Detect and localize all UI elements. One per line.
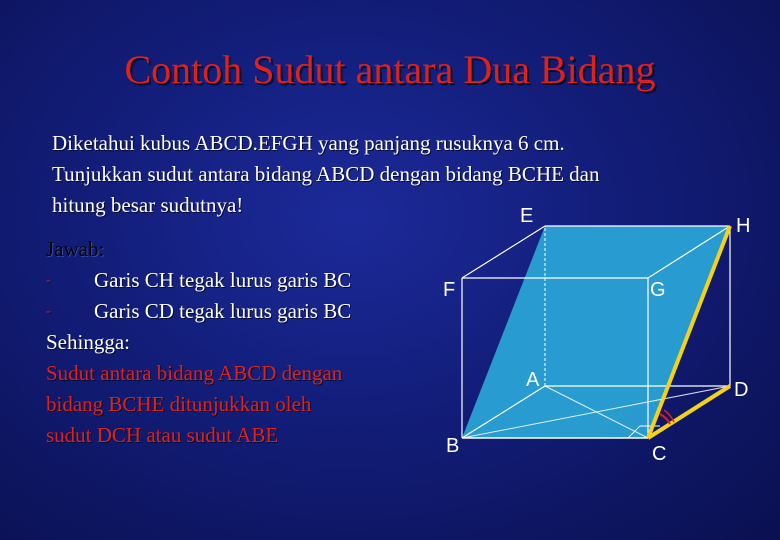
- bullet-dash: -: [46, 304, 51, 319]
- answer-so: Sehingga:: [46, 330, 130, 354]
- label-h: H: [736, 215, 751, 237]
- label-b: B: [446, 435, 460, 457]
- label-e: E: [520, 205, 534, 227]
- answer-heading: Jawab:: [46, 237, 105, 261]
- answer-conclusion-3: sudut DCH atau sudut ABE: [46, 423, 279, 447]
- answer-conclusion-1: Sudut antara bidang ABCD dengan: [46, 361, 343, 385]
- angle-arc-outer: [664, 410, 674, 422]
- label-g: G: [650, 279, 666, 301]
- angle-arc-dch: [660, 414, 670, 424]
- label-d: D: [734, 379, 749, 401]
- problem-line-1: Diketahui kubus ABCD.EFGH yang panjang rusuknya 6 cm.: [52, 131, 565, 155]
- problem-line-2: Tunjukkan sudut antara bidang ABCD dengan bidang BCHE dan: [52, 162, 600, 186]
- slide-title: Contoh Sudut antara Dua Bidang: [124, 47, 656, 92]
- answer-conclusion-2: bidang BCHE ditunjukkan oleh: [46, 392, 312, 416]
- bullet-dash: -: [46, 273, 51, 288]
- bullet-2-text: Garis CD tegak lurus garis BC: [94, 299, 352, 323]
- bullet-1-text: Garis CH tegak lurus garis BC: [94, 268, 352, 292]
- label-c: C: [652, 443, 667, 465]
- label-a: A: [526, 369, 540, 391]
- problem-line-3: hitung besar sudutnya!: [52, 193, 244, 217]
- label-f: F: [443, 279, 456, 301]
